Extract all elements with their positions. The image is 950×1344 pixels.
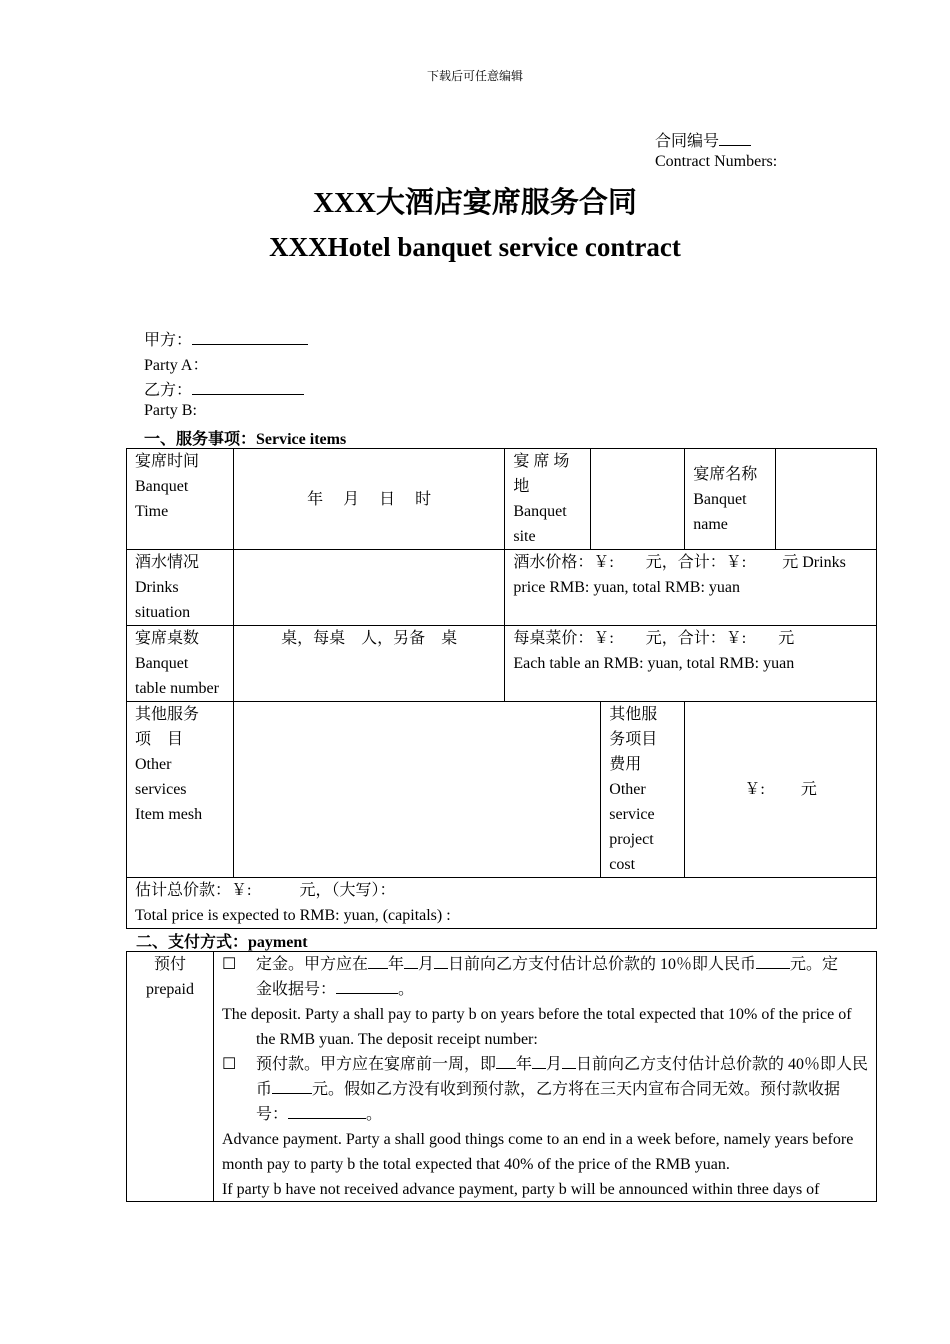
advance-clause-cn: ☐ 预付款。甲方应在宴席前一周，即 年 月 日前向乙方支付估计总价款的 40％即人民币 元。假如乙方没有收到预付款，乙方将在三天内宣布合同无效。预付款收据号： 。 — [222, 1052, 868, 1127]
contract-number-label-en: Contract Numbers: — [655, 153, 778, 170]
section-payment: 二、支付方式：payment — [136, 934, 308, 951]
banquet-time-value[interactable]: 年 月 日 时 — [233, 449, 504, 550]
banquet-time-label: 宴席时间 Banquet Time — [127, 449, 234, 550]
prepaid-label: 预付 prepaid — [127, 952, 214, 1202]
party-b-field[interactable] — [192, 380, 304, 395]
table-price: 每桌菜价：￥: 元，合计：￥: 元 Each table an RMB: yuan, total RMB: yuan — [505, 626, 877, 702]
tables-value[interactable]: 桌，每桌 人，另备 桌 — [233, 626, 504, 702]
advance-clause-en: Advance payment. Party a shall good things come to an end in a week before, namely years before month pay to party b the total expected that 40% of the price of the RMB yuan. — [221, 1131, 854, 1173]
deposit-clause-cn: ☐ 定金。甲方应在 年 月 日前向乙方支付估计总价款的 10％即人民币 元。定 金收据号： 。 — [222, 952, 868, 1002]
other-cost-value[interactable]: ￥: 元 — [685, 702, 877, 878]
banquet-name-value[interactable] — [776, 449, 877, 550]
drinks-price: 酒水价格：￥: 元，合计：￥: 元 Drinks price RMB: yuan, total RMB: yuan — [505, 550, 877, 626]
title-en: XXXHotel banquet service contract — [269, 232, 681, 262]
contract-number-label: 合同编号 — [655, 128, 751, 151]
deposit-checkbox[interactable]: ☐ — [221, 956, 237, 973]
party-a-en: Party A： — [144, 357, 209, 374]
advance-clause-en-2: If party b have not received advance payment, party b will be announced within three days of — [221, 1181, 820, 1198]
other-services-label: 其他服务 项 目 Other services Item mesh — [127, 702, 234, 878]
title-cn: XXX大酒店宴席服务合同 — [313, 187, 637, 219]
section-service-items: 一、服务事项：Service items — [144, 431, 347, 448]
party-b-cn: 乙方： — [144, 377, 304, 400]
advance-checkbox[interactable]: ☐ — [221, 1056, 237, 1073]
party-a-cn: 甲方： — [144, 327, 308, 350]
other-cost-label: 其他服 务项目 费用 Other service project cost — [601, 702, 685, 878]
drinks-value[interactable] — [233, 550, 504, 626]
deposit-clause-en: The deposit. Party a shall pay to party b on years before the total expected that 10% of the price of the RMB yuan. The deposit receipt number: — [221, 1006, 852, 1048]
other-services-value[interactable] — [233, 702, 600, 878]
party-b-en: Party B: — [144, 402, 197, 419]
estimated-total: 估计总价款：￥: 元，（大写）： Total price is expected to RMB: yuan, (capitals) : — [127, 878, 877, 929]
payment-table — [126, 951, 877, 1202]
party-a-field[interactable] — [192, 330, 308, 345]
tables-label: 宴席桌数 Banquet table number — [127, 626, 234, 702]
banquet-name-label: 宴席名称 Banquet name — [685, 449, 776, 550]
banquet-site-value[interactable] — [591, 449, 685, 550]
service-table — [126, 448, 877, 929]
drinks-label: 酒水情况 Drinks situation — [127, 550, 234, 626]
banquet-site-label: 宴 席 场 地 Banquet site — [505, 449, 591, 550]
header-note: 下载后可任意编辑 — [426, 69, 523, 83]
